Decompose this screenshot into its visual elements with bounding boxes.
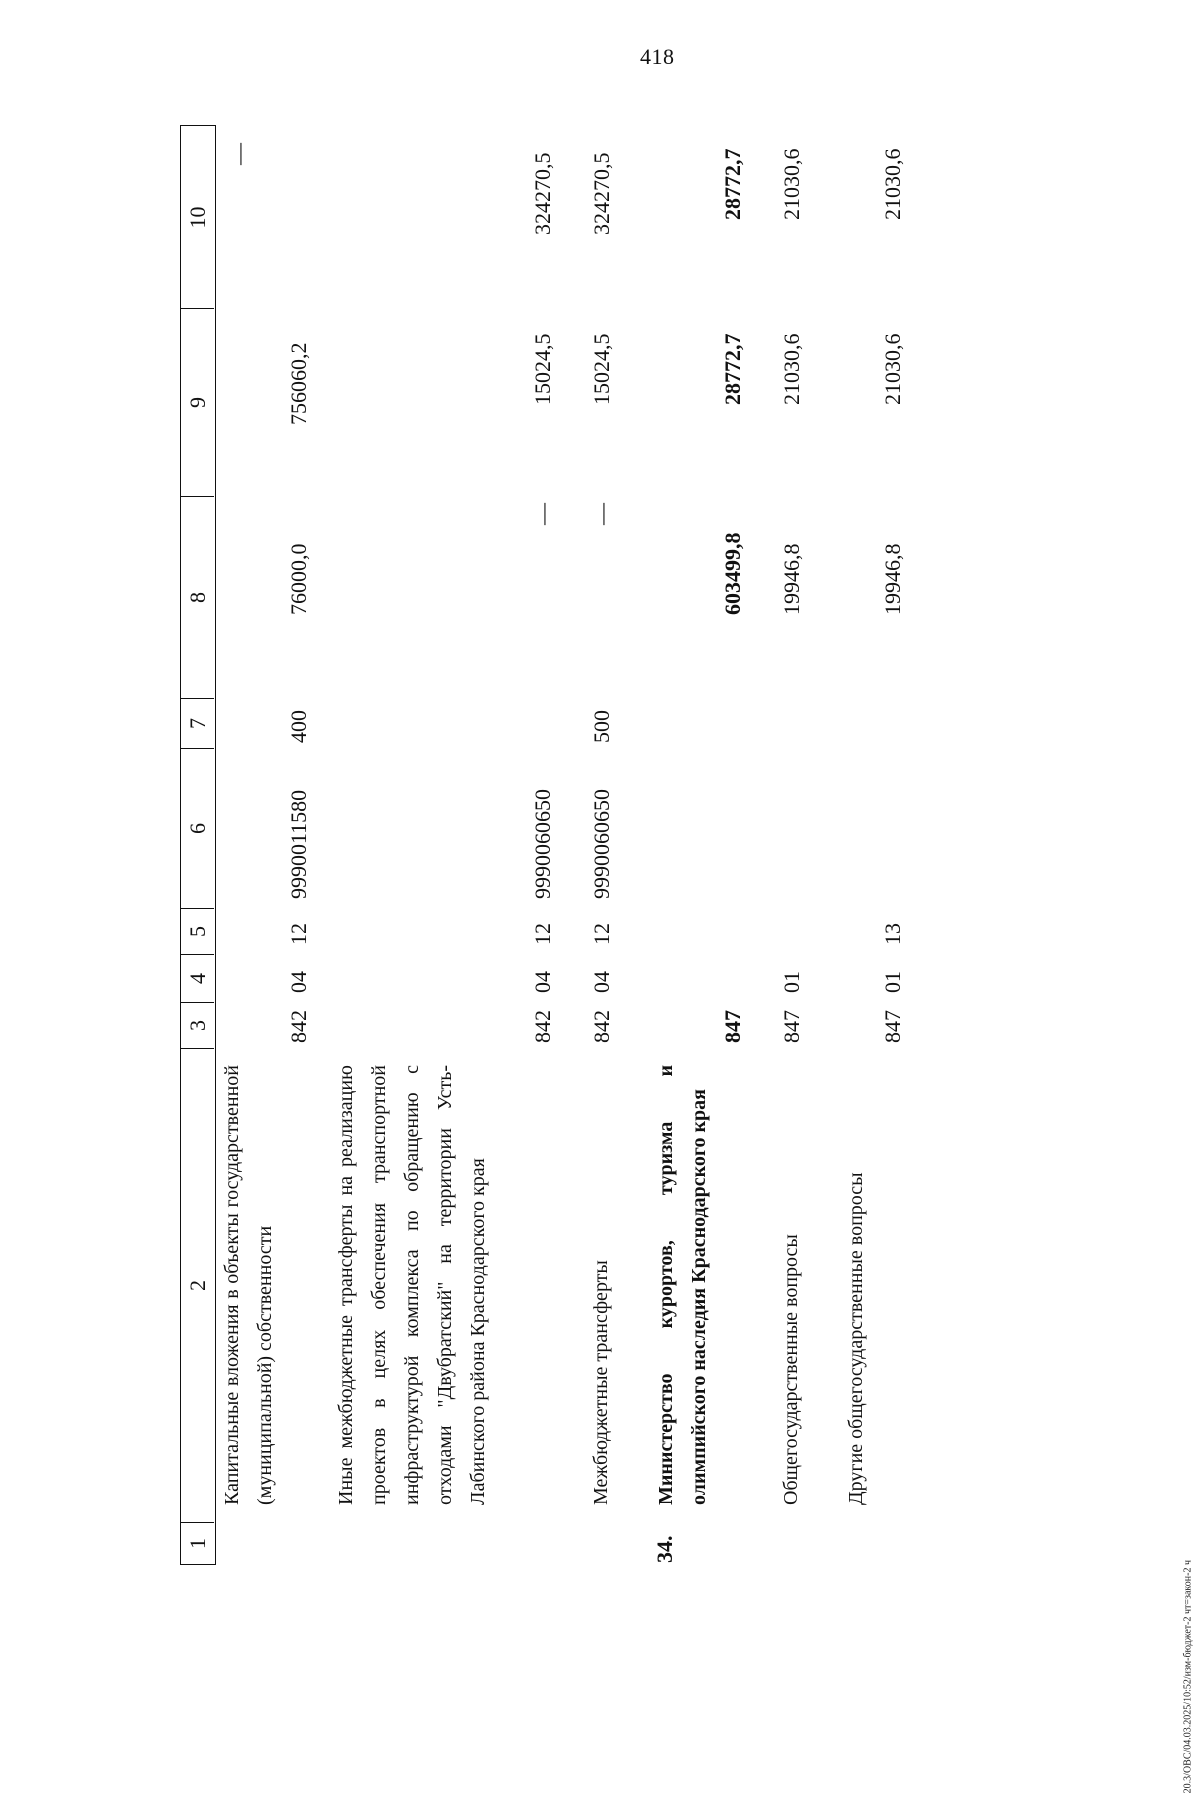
header-col-2: 2 [181,1048,214,1522]
cell-col5: 12 [589,923,614,945]
header-col-7: 7 [181,698,214,748]
cell-col6: 9990060650 [530,789,555,899]
cell-col3: 842 [530,1010,555,1043]
table-row [330,125,560,1565]
cell-col9: 28772,7 [720,333,745,405]
cell-col8: 76000,0 [286,543,311,615]
budget-table [180,125,1080,1565]
cell-col6: 9990060650 [589,789,614,899]
cell-col9: 21030,6 [880,333,905,405]
cell-col4: 04 [589,971,614,993]
cell-col3: 842 [589,1010,614,1043]
header-col-9: 9 [181,308,214,496]
cell-col8: — [530,503,555,525]
header-col-4: 4 [181,954,214,1002]
cell-col4: 04 [286,971,311,993]
cell-col10: 324270,5 [530,152,555,235]
header-col-5: 5 [181,908,214,954]
row-name: Общегосударственные вопросы [780,1234,802,1505]
table-row [220,125,320,1565]
row-name: Иные межбюджетные трансферты на реализацию проектов в целях обеспечения транспортной инфраструктурой комплекса по обращению с отходами "Двубратский" на территории Усть-Лабинского района Краснодарского края [335,1065,489,1505]
cell-col3: 847 [720,1010,745,1043]
row-name: Министерство курортов, туризма и олимпийского наследия Краснодарского края [655,1065,710,1505]
cell-col8: 603499,8 [720,532,745,615]
document-footer-code: 20.3/ОВС/04.03.2025/10:52/изм-бюджет-2 чт=закон-2 ч [1182,1560,1193,1793]
header-col-3: 3 [181,1002,214,1048]
cell-col8: — [589,503,614,525]
cell-col4: 01 [779,971,804,993]
header-col-6: 6 [181,748,214,908]
cell-col3: 842 [286,1010,311,1043]
table-row [775,125,815,1565]
header-col-10: 10 [185,206,210,229]
cell-col10: 21030,6 [779,148,804,220]
row-number: 34. [652,1535,677,1563]
table-row [650,125,760,1565]
cell-col10: — [226,143,251,165]
cell-col10: 324270,5 [589,152,614,235]
cell-col9: 15024,5 [589,333,614,405]
cell-col8: 19946,8 [779,543,804,615]
row-name: Капитальные вложения в объекты государственной (муниципальной) собственности [221,1065,276,1505]
page-number: 418 [640,44,675,69]
table-header-row [180,125,216,1565]
cell-col8: 19946,8 [880,543,905,615]
cell-col7: 400 [286,710,311,743]
table-row [840,125,920,1565]
cell-col9: 21030,6 [779,333,804,405]
cell-col5: 13 [880,923,905,945]
cell-col10: 21030,6 [880,148,905,220]
table-row [585,125,625,1565]
cell-col5: 12 [530,923,555,945]
cell-col4: 01 [880,971,905,993]
cell-col5: 12 [286,923,311,945]
cell-col3: 847 [880,1010,905,1043]
cell-col6: 9990011580 [286,789,311,899]
row-name: Другие общегосударственные вопросы [845,1172,867,1505]
header-col-8: 8 [181,496,214,698]
cell-col9: 756060,2 [286,342,311,425]
cell-col3: 847 [779,1010,804,1043]
cell-col4: 04 [530,971,555,993]
header-col-1: 1 [181,1522,214,1564]
row-name: Межбюджетные трансферты [590,1260,612,1505]
cell-col9: 15024,5 [530,333,555,405]
cell-col7: 500 [589,710,614,743]
cell-col10: 28772,7 [720,148,745,220]
